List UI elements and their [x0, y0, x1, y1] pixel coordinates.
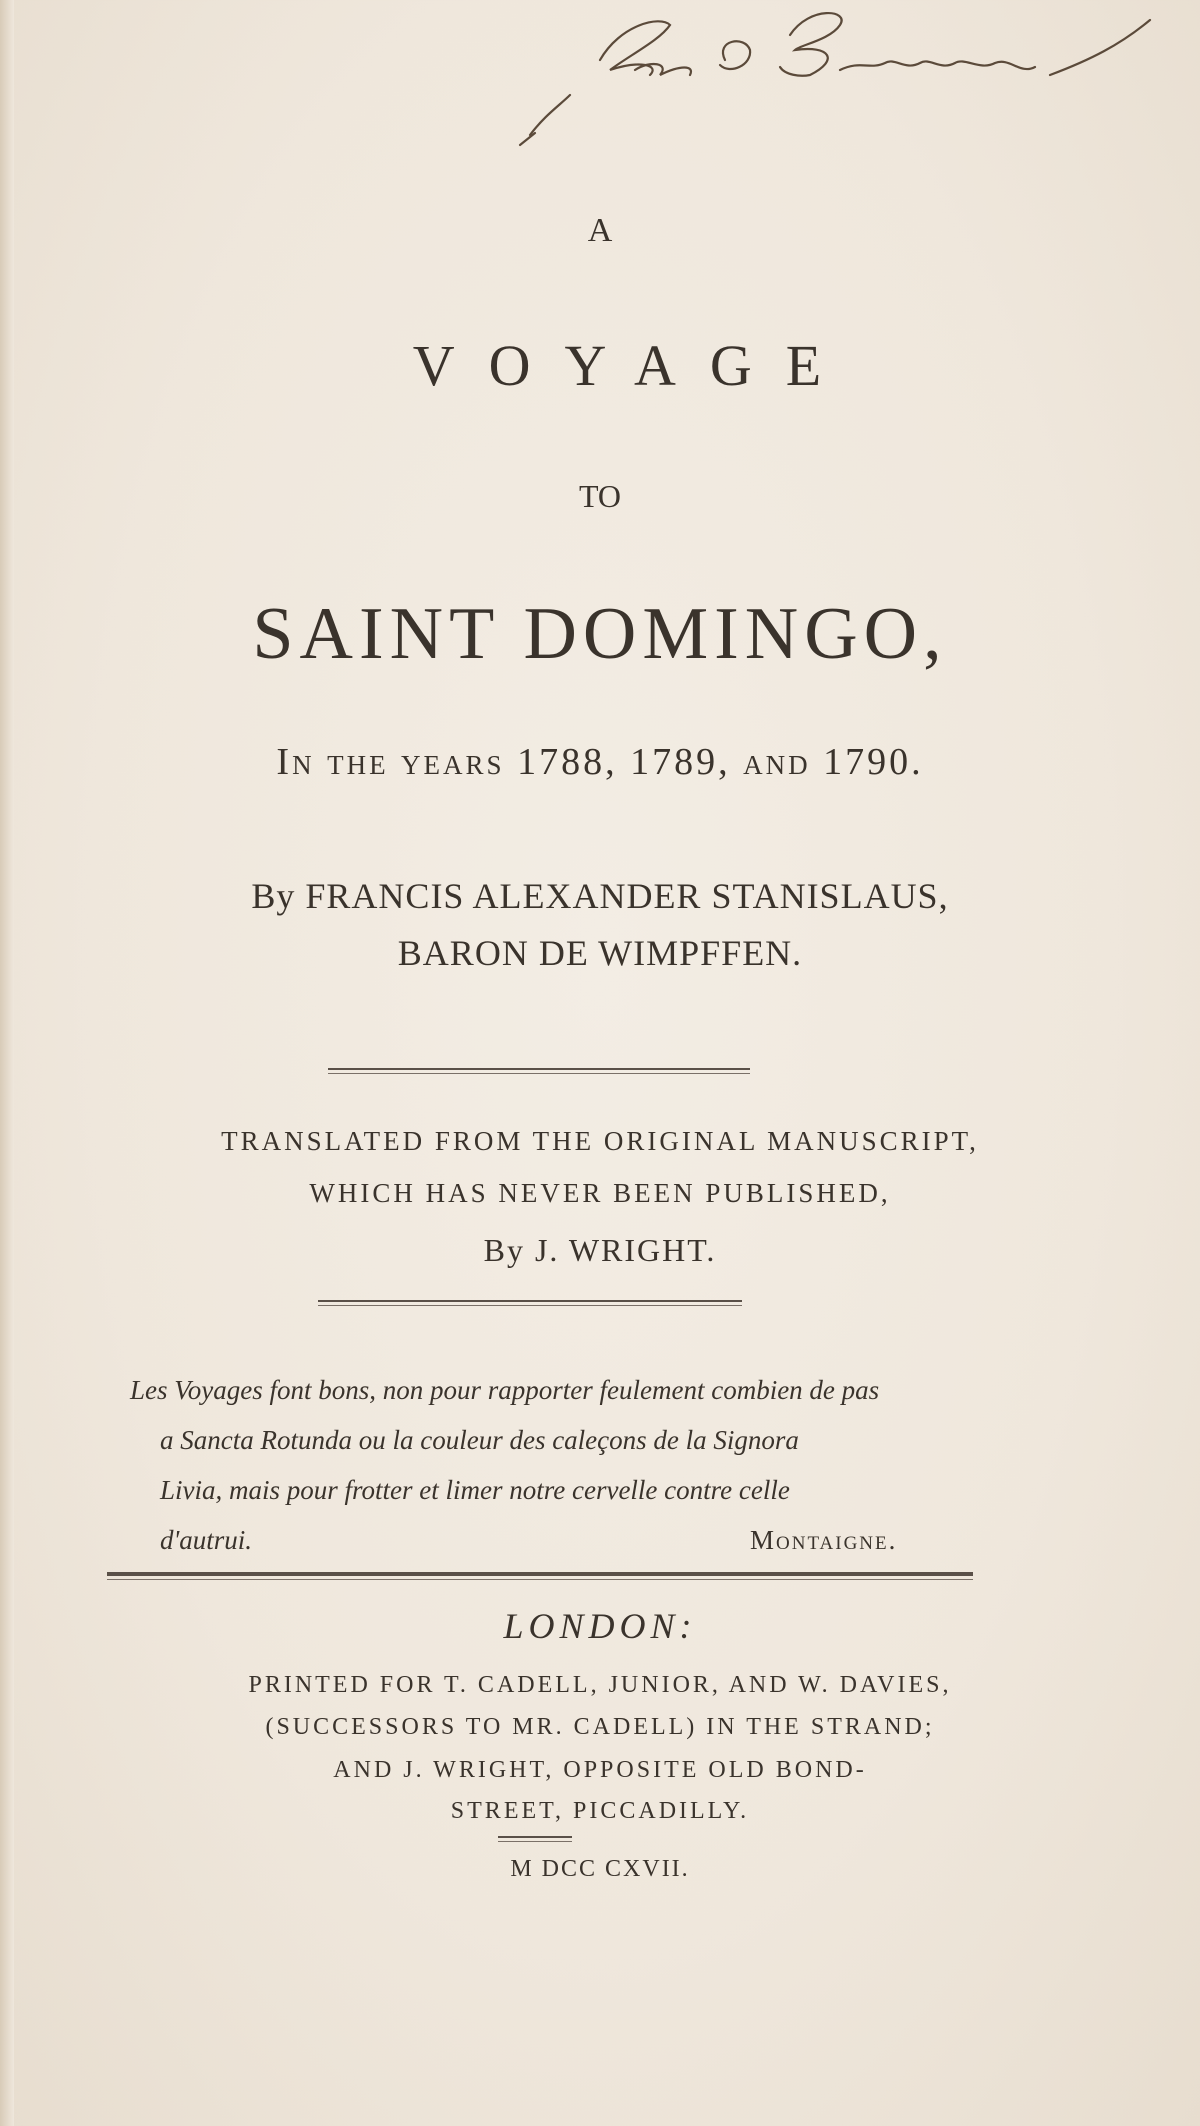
divider-rule [107, 1572, 973, 1580]
epigraph-line: Les Voyages font bons, non pour rapporter feulement combien de pas [130, 1375, 880, 1405]
epigraph-attribution: Montaigne. [750, 1525, 898, 1555]
imprint-line: (SUCCESSORS TO MR. CADELL) IN THE STRAND; [265, 1714, 935, 1740]
title-article: A [587, 212, 613, 249]
divider-rule [498, 1836, 572, 1842]
author-line-1: By FRANCIS ALEXANDER STANISLAUS, [251, 876, 949, 916]
translation-line-1: TRANSLATED FROM THE ORIGINAL MANUSCRIPT, [221, 1126, 979, 1156]
divider-rule [318, 1300, 742, 1306]
title-years: In the years 1788, 1789, and 1790. [276, 741, 924, 783]
title-voyage: VOYAGE [412, 333, 856, 398]
imprint-line: AND J. WRIGHT, OPPOSITE OLD BOND- [333, 1757, 867, 1783]
imprint-line: PRINTED FOR T. CADELL, JUNIOR, AND W. DAVIES, [248, 1672, 952, 1698]
author-line-2: BARON DE WIMPFFEN. [397, 933, 803, 973]
divider-rule [328, 1068, 750, 1074]
imprint-city: LONDON: [503, 1606, 697, 1646]
imprint-line: STREET, PICCADILLY. [450, 1798, 750, 1824]
epigraph-line: d'autrui. [160, 1525, 253, 1555]
epigraph-line: Livia, mais pour frotter et limer notre cervelle contre celle [160, 1475, 790, 1505]
title-to: TO [578, 478, 622, 514]
translation-line-3: By J. WRIGHT. [483, 1232, 717, 1268]
epigraph-line: a Sancta Rotunda ou la couleur des caleçons de la Signora [160, 1425, 799, 1455]
imprint-date: M DCC CXVII. [510, 1856, 690, 1882]
epigraph [130, 1365, 990, 1565]
title-place: SAINT DOMINGO, [252, 593, 948, 675]
translation-line-2: WHICH HAS NEVER BEEN PUBLISHED, [309, 1178, 891, 1208]
handwritten-signature [510, 5, 1170, 155]
